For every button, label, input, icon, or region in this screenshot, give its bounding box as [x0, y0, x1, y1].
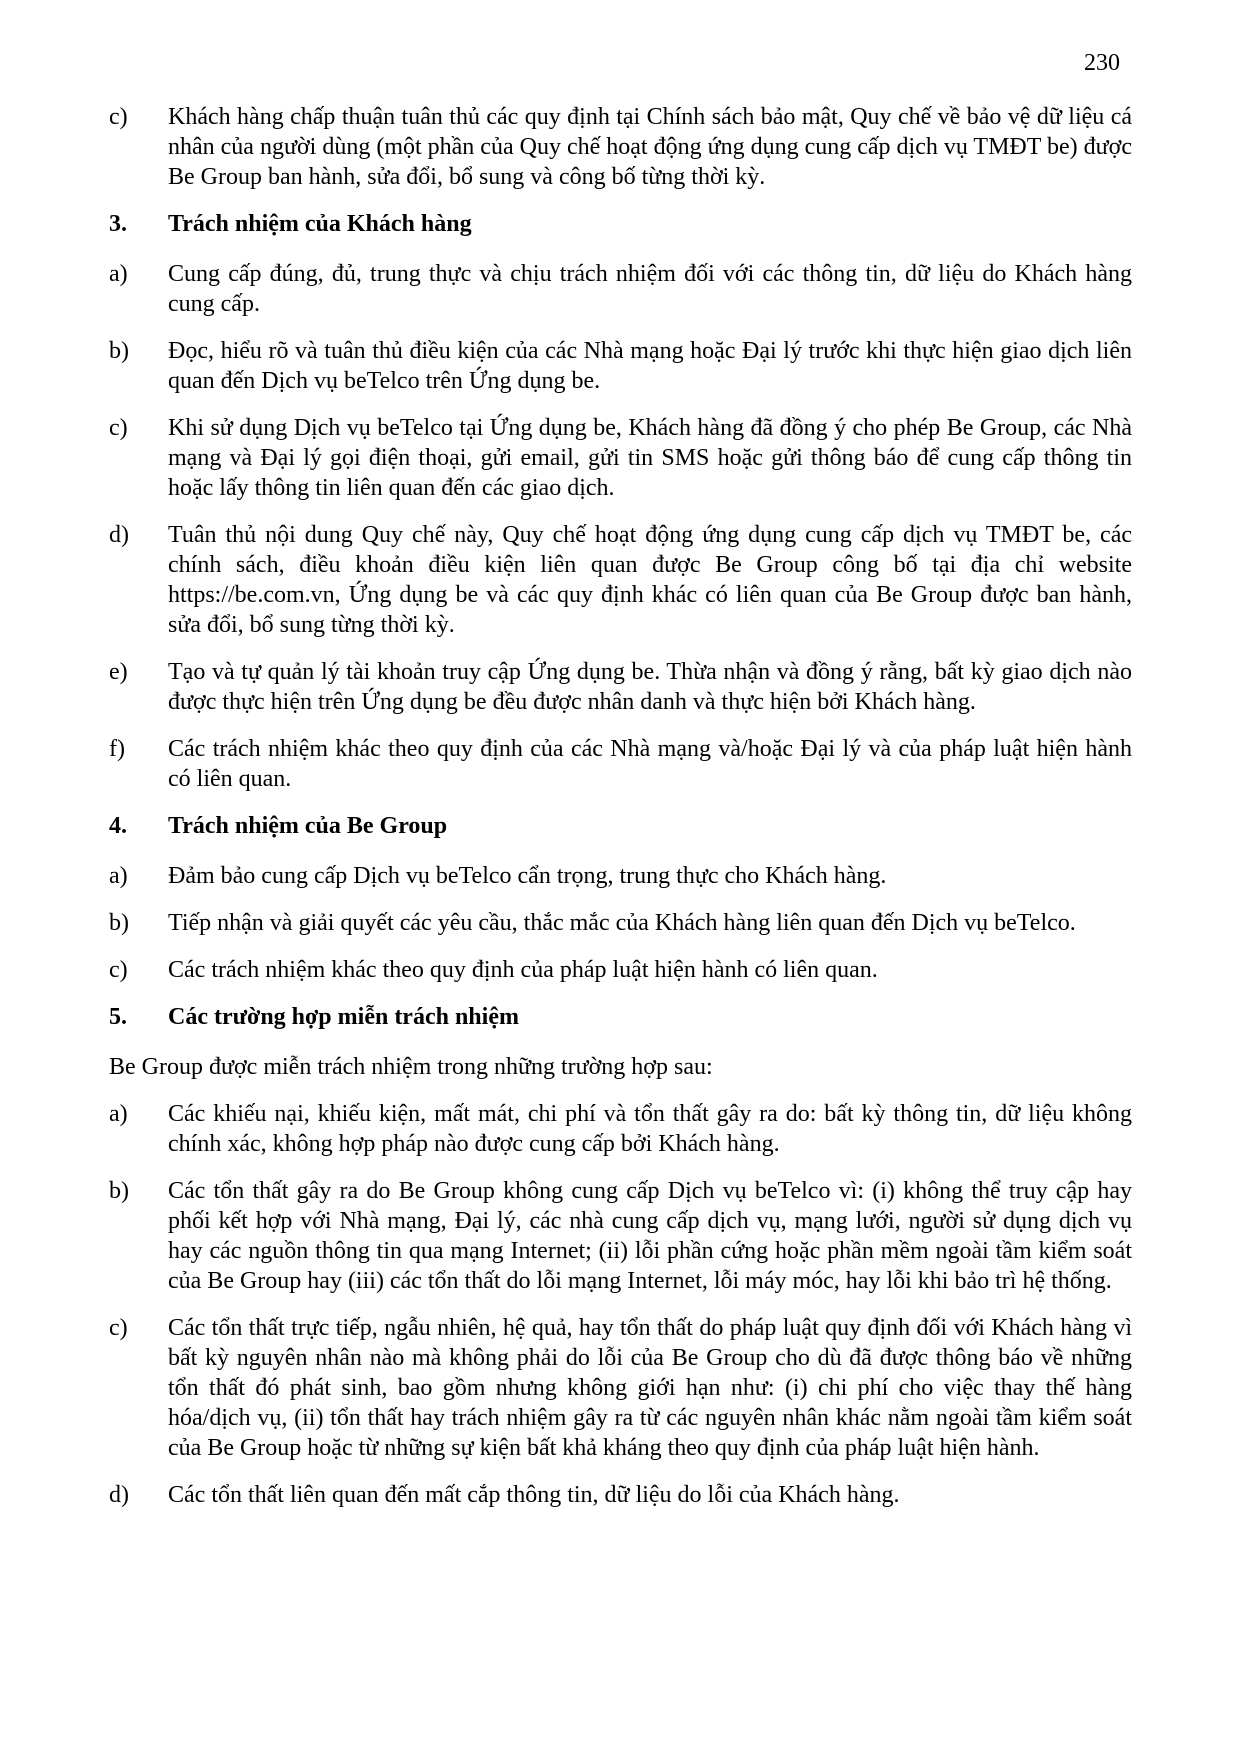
item-text: Tiếp nhận và giải quyết các yêu cầu, thắc mắc của Khách hàng liên quan đến Dịch vụ beTelco. — [168, 910, 1076, 936]
list-item — [109, 734, 1132, 794]
list-item — [109, 861, 1132, 891]
section-title: Trách nhiệm của Be Group — [168, 813, 448, 839]
section-heading — [109, 1002, 1132, 1032]
document-body — [109, 102, 1132, 1510]
item-text: Các trách nhiệm khác theo quy định của pháp luật hiện hành có liên quan. — [168, 957, 878, 983]
item-text: Các trách nhiệm khác theo quy định của các Nhà mạng và/hoặc Đại lý và của pháp luật hiện hành có liên quan. — [168, 736, 1132, 792]
section-heading — [109, 209, 1132, 239]
item-text: Tuân thủ nội dung Quy chế này, Quy chế hoạt động ứng dụng cung cấp dịch vụ TMĐT be, các chính sách, điều khoản điều kiện liên quan được Be Group công bố tại địa chỉ website https://be.com.vn, Ứng dụng be và các quy định khác có liên quan của Be Group được ban hành, sửa đổi, bổ sung từng thời kỳ. — [168, 522, 1132, 638]
item-text: Khi sử dụng Dịch vụ beTelco tại Ứng dụng be, Khách hàng đã đồng ý cho phép Be Group, các Nhà mạng và Đại lý gọi điện thoại, gửi email, gửi tin SMS hoặc gửi thông báo để cung cấp thông tin hoặc lấy thông tin liên quan đến các giao dịch. — [168, 415, 1132, 501]
page-number: 230 — [1084, 50, 1120, 76]
item-text: Các tổn thất trực tiếp, ngẫu nhiên, hệ quả, hay tổn thất do pháp luật quy định đối với Khách hàng vì bất kỳ nguyên nhân nào mà không phải do lỗi của Be Group cho dù đã được thông báo về những tổn thất đó phát sinh, bao gồm nhưng không giới hạn như: (i) chi phí cho việc thay thế hàng hóa/dịch vụ, (ii) tổn thất hay trách nhiệm gây ra từ các nguyên nhân khác nằm ngoài tầm kiểm soát của Be Group hoặc từ những sự kiện bất khả kháng theo quy định của pháp luật hiện hành. — [168, 1315, 1132, 1461]
item-marker: a) — [109, 863, 128, 889]
item-marker: b) — [109, 910, 129, 936]
list-item — [109, 520, 1132, 640]
section-heading — [109, 811, 1132, 841]
item-marker: c) — [109, 415, 128, 441]
item-text: Tạo và tự quản lý tài khoản truy cập Ứng dụng be. Thừa nhận và đồng ý rằng, bất kỳ giao dịch nào được thực hiện trên Ứng dụng be đều được nhân danh và thực hiện bởi Khách hàng. — [168, 659, 1132, 715]
list-item — [109, 1480, 1132, 1510]
item-text: Đảm bảo cung cấp Dịch vụ beTelco cẩn trọng, trung thực cho Khách hàng. — [168, 863, 887, 889]
list-item — [109, 259, 1132, 319]
list-item — [109, 1099, 1132, 1159]
list-item — [109, 102, 1132, 192]
item-marker: c) — [109, 957, 128, 983]
item-marker: f) — [109, 736, 125, 762]
item-text: Các tổn thất gây ra do Be Group không cung cấp Dịch vụ beTelco vì: (i) không thể truy cập hay phối kết hợp với Nhà mạng, Đại lý, các nhà cung cấp dịch vụ, mạng lưới, người sử dụng dịch vụ hay các nguồn thông tin qua mạng Internet; (ii) lỗi phần cứng hoặc phần mềm ngoài tầm kiểm soát của Be Group hay (iii) các tổn thất do lỗi mạng Internet, lỗi máy móc, hay lỗi khi bảo trì hệ thống. — [168, 1178, 1132, 1294]
list-item — [109, 413, 1132, 503]
item-text: Cung cấp đúng, đủ, trung thực và chịu trách nhiệm đối với các thông tin, dữ liệu do Khách hàng cung cấp. — [168, 261, 1132, 317]
item-text: Đọc, hiểu rõ và tuân thủ điều kiện của các Nhà mạng hoặc Đại lý trước khi thực hiện giao dịch liên quan đến Dịch vụ beTelco trên Ứng dụng be. — [168, 338, 1132, 394]
item-marker: a) — [109, 1101, 128, 1127]
section-number: 3. — [109, 211, 127, 237]
paragraph — [109, 1052, 1132, 1082]
list-item — [109, 1313, 1132, 1463]
item-marker: e) — [109, 659, 128, 685]
item-marker: d) — [109, 1482, 129, 1508]
section-title: Trách nhiệm của Khách hàng — [168, 211, 472, 237]
item-text: Be Group được miễn trách nhiệm trong những trường hợp sau: — [109, 1054, 713, 1080]
item-marker: d) — [109, 522, 129, 548]
item-marker: b) — [109, 338, 129, 364]
section-number: 4. — [109, 813, 127, 839]
item-text: Các tổn thất liên quan đến mất cắp thông tin, dữ liệu do lỗi của Khách hàng. — [168, 1482, 900, 1508]
item-text: Các khiếu nại, khiếu kiện, mất mát, chi phí và tổn thất gây ra do: bất kỳ thông tin, dữ liệu không chính xác, không hợp pháp nào được cung cấp bởi Khách hàng. — [168, 1101, 1132, 1157]
list-item — [109, 657, 1132, 717]
item-marker: c) — [109, 1315, 128, 1341]
list-item — [109, 336, 1132, 396]
list-item — [109, 908, 1132, 938]
item-text: Khách hàng chấp thuận tuân thủ các quy định tại Chính sách bảo mật, Quy chế về bảo vệ dữ liệu cá nhân của người dùng (một phần của Quy chế hoạt động ứng dụng cung cấp dịch vụ TMĐT be) được Be Group ban hành, sửa đổi, bổ sung và công bố từng thời kỳ. — [168, 104, 1132, 190]
section-title: Các trường hợp miễn trách nhiệm — [168, 1004, 519, 1030]
item-marker: a) — [109, 261, 128, 287]
item-marker: b) — [109, 1178, 129, 1204]
list-item — [109, 1176, 1132, 1296]
list-item — [109, 955, 1132, 985]
item-marker: c) — [109, 104, 128, 130]
section-number: 5. — [109, 1004, 127, 1030]
